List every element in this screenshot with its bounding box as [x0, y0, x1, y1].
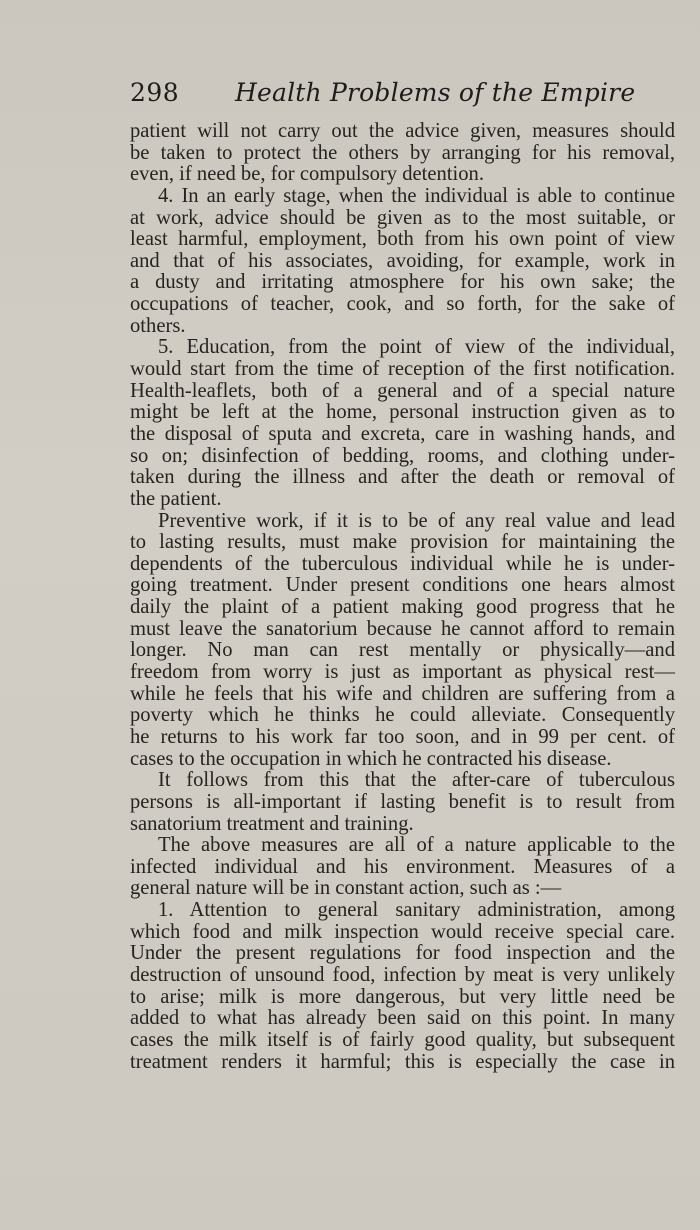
text-line: the disposal of sputa and excreta, care in washing hands, and — [130, 422, 675, 445]
body-text — [130, 121, 675, 1073]
text-line: so on; disinfection of bedding, rooms, and clothing under- — [130, 444, 675, 467]
text-line: poverty which he thinks he could alleviate. Consequently — [130, 704, 675, 727]
text-line: he returns to his work far too soon, and in 99 per cent. of — [130, 725, 675, 748]
text-line: The above measures are all of a nature applicable to the — [158, 834, 675, 857]
text-line: might be left at the home, personal instruction given as to — [130, 401, 675, 424]
text-line: a dusty and irritating atmosphere for his own sake; the — [130, 271, 675, 294]
text-line: general nature will be in constant action, such as :— — [130, 877, 562, 900]
text-line: cases to the occupation in which he contracted his disease. — [130, 747, 612, 770]
page-number: 298 — [130, 78, 180, 107]
text-line: freedom from worry is just as important as physical rest— — [130, 661, 675, 684]
text-line: to lasting results, must make provision for maintaining the — [130, 531, 675, 554]
text-line: 4. In an early stage, when the individual is able to continue — [158, 184, 675, 207]
text-line: 5. Education, from the point of view of the individual, — [158, 336, 675, 359]
text-line: while he feels that his wife and children are suffering from a — [130, 682, 675, 705]
text-line: least harmful, employment, both from his own point of view — [130, 228, 675, 251]
text-line: the patient. — [130, 487, 222, 510]
text-line: treatment renders it harmful; this is especially the case in — [130, 1050, 675, 1073]
text-line: which food and milk inspection would receive special care. — [130, 920, 675, 943]
text-line: at work, advice should be given as to the most suitable, or — [130, 206, 675, 229]
text-line: patient will not carry out the advice given, measures should — [130, 120, 675, 142]
text-line: destruction of unsound food, infection by meat is very unlikely — [130, 963, 675, 986]
page-header — [130, 76, 675, 116]
text-line: daily the plaint of a patient making good progress that he — [130, 596, 675, 619]
text-line: Under the present regulations for food inspection and the — [130, 942, 675, 965]
text-line: others. — [130, 314, 186, 337]
text-line: Preventive work, if it is to be of any real value and lead — [158, 509, 675, 532]
text-line: to arise; milk is more dangerous, but very little need be — [130, 985, 675, 1008]
text-line: sanatorium treatment and training. — [130, 812, 414, 835]
running-title: Health Problems of the Empire — [235, 78, 636, 107]
text-line: dependents of the tuberculous individual while he is under- — [130, 552, 675, 575]
text-line: infected individual and his environment. Measures of a — [130, 855, 675, 878]
text-line: even, if need be, for compulsory detention. — [130, 163, 484, 186]
text-line: Health-leaflets, both of a general and of a special nature — [130, 379, 675, 402]
text-line: cases the milk itself is of fairly good quality, but subsequent — [130, 1028, 675, 1051]
text-line: and that of his associates, avoiding, for example, work in — [130, 249, 675, 272]
text-line: persons is all-important if lasting benefit is to result from — [130, 790, 675, 813]
text-line: occupations of teacher, cook, and so forth, for the sake of — [130, 293, 675, 316]
text-line: must leave the sanatorium because he cannot afford to remain — [130, 617, 675, 640]
text-line: It follows from this that the after-care of tuberculous — [158, 769, 675, 792]
text-line: 1. Attention to general sanitary administration, among — [158, 899, 675, 922]
text-line: going treatment. Under present conditions one hears almost — [130, 574, 675, 597]
text-line: longer. No man can rest mentally or physically—and — [130, 639, 675, 662]
text-line: would start from the time of reception of the first notification. — [130, 358, 675, 381]
text-line: be taken to protect the others by arranging for his removal, — [130, 141, 675, 164]
text-line: taken during the illness and after the death or removal of — [130, 466, 675, 489]
text-line: added to what has already been said on this point. In many — [130, 1007, 675, 1030]
